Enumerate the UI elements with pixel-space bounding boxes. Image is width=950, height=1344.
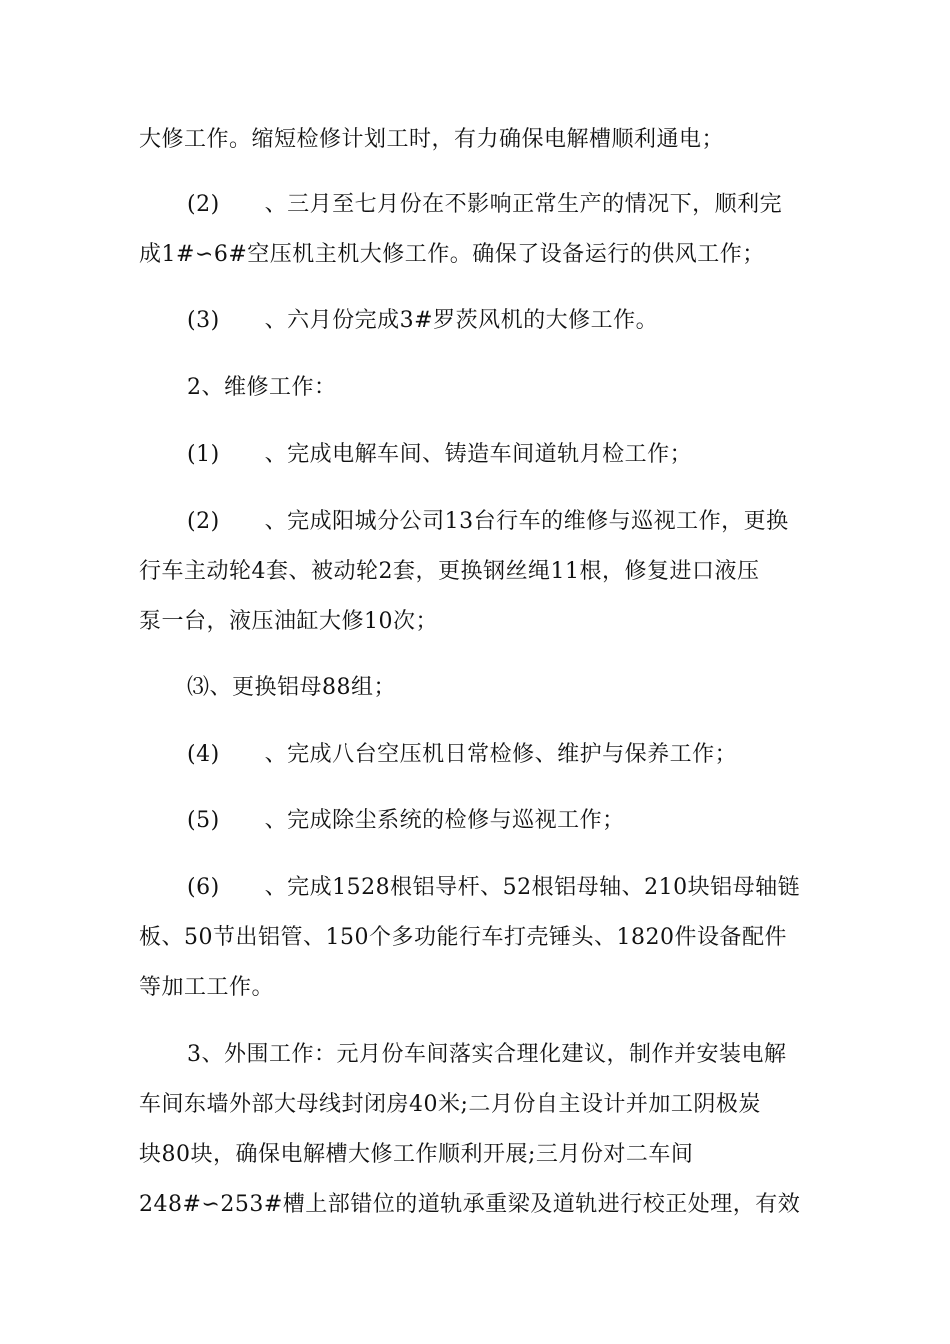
text-line: (1) 、完成电解车间、铸造车间道轨月检工作；: [187, 442, 693, 467]
text-line: 泵一台，液压油缸大修10次；: [139, 609, 438, 634]
text-line: ⑶、更换铝母88组；: [187, 675, 396, 700]
text-line: (3) 、六月份完成3#罗茨风机的大修工作。: [187, 308, 659, 333]
section-heading: 2、维修工作：: [187, 375, 337, 400]
text-line: (2) 、三月至七月份在不影响正常生产的情况下，顺利完: [187, 192, 783, 217]
text-line: 块80块，确保电解槽大修工作顺利开展;三月份对二车间: [139, 1142, 694, 1167]
text-line: 大修工作。缩短检修计划工时，有力确保电解槽顺利通电；: [139, 127, 725, 152]
text-line: 成1#∽6#空压机主机大修工作。确保了设备运行的供风工作；: [139, 242, 765, 267]
text-line: 板、50节出铝管、150个多功能行车打壳锤头、1820件设备配件: [139, 925, 787, 950]
text-line: 行车主动轮4套、被动轮2套，更换钢丝绳11根，修复进口液压: [139, 559, 760, 584]
text-line: (2) 、完成阳城分公司13台行车的维修与巡视工作，更换: [187, 509, 789, 534]
text-line: (6) 、完成1528根铝导杆、52根铝母轴、210块铝母轴链: [187, 875, 801, 900]
text-line: 车间东墙外部大母线封闭房40米;二月份自主设计并加工阴极炭: [139, 1092, 761, 1117]
text-line: (4) 、完成八台空压机日常检修、维护与保养工作；: [187, 742, 738, 767]
text-line: 248#∽253#槽上部错位的道轨承重梁及道轨进行校正处理，有效: [139, 1192, 801, 1217]
text-line: (5) 、完成除尘系统的检修与巡视工作；: [187, 808, 625, 833]
text-line: 等加工工作。: [139, 975, 275, 1000]
section-heading: 3、外围工作：元月份车间落实合理化建议，制作并安装电解: [187, 1042, 787, 1067]
